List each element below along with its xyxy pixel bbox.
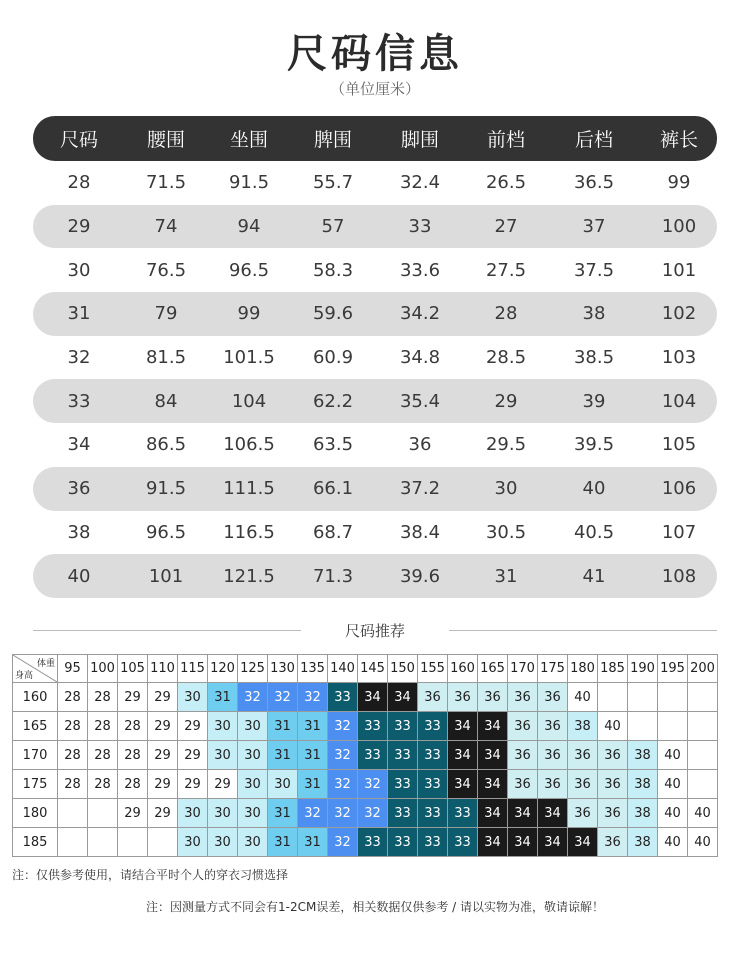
recommended-size-cell: 38 — [628, 799, 658, 828]
cell-waist: 91.5 — [145, 478, 187, 500]
cell-length: 103 — [661, 347, 697, 369]
recommended-size-cell: 36 — [568, 799, 598, 828]
size-table-row — [33, 248, 717, 292]
header-size: 尺码 — [59, 129, 98, 151]
recommended-size-cell: 36 — [418, 683, 448, 712]
recommended-size-cell: 28 — [88, 683, 118, 712]
cell-back-rise: 37.5 — [573, 259, 615, 281]
cell-leg-opening: 34.2 — [399, 303, 441, 325]
weight-header: 185 — [598, 655, 628, 683]
recommended-size-cell: 31 — [208, 683, 238, 712]
recommended-size-cell — [598, 683, 628, 712]
weight-header-row — [13, 655, 718, 683]
recommended-size-cell — [688, 741, 718, 770]
height-row — [13, 770, 718, 799]
cell-thigh: 66.1 — [312, 478, 354, 500]
size-table-header — [33, 116, 717, 161]
cell-front-rise: 30 — [494, 478, 518, 500]
recommended-size-cell: 32 — [328, 712, 358, 741]
cell-front-rise: 27.5 — [485, 259, 527, 281]
recommended-size-cell: 30 — [178, 799, 208, 828]
header-waist: 腰围 — [146, 129, 185, 151]
recommended-size-cell: 38 — [628, 828, 658, 857]
weight-header: 125 — [238, 655, 268, 683]
recommended-size-cell: 33 — [448, 828, 478, 857]
weight-header: 165 — [478, 655, 508, 683]
recommended-size-cell: 28 — [118, 712, 148, 741]
recommended-size-cell — [88, 799, 118, 828]
recommended-size-cell: 31 — [268, 828, 298, 857]
size-table-row — [33, 336, 717, 380]
height-row — [13, 683, 718, 712]
recommended-size-cell: 30 — [238, 741, 268, 770]
cell-back-rise: 39 — [582, 390, 606, 412]
recommended-size-cell: 34 — [538, 799, 568, 828]
cell-front-rise: 30.5 — [485, 521, 527, 543]
cell-back-rise: 37 — [582, 216, 606, 238]
size-table-row — [33, 379, 717, 423]
cell-hip: 104 — [231, 390, 267, 412]
cell-waist: 74 — [154, 216, 178, 238]
height-row — [13, 712, 718, 741]
recommended-size-cell: 40 — [688, 828, 718, 857]
recommended-size-cell: 36 — [598, 741, 628, 770]
cell-leg-opening: 36 — [408, 434, 432, 456]
weight-header: 110 — [148, 655, 178, 683]
recommended-size-cell: 32 — [358, 770, 388, 799]
recommended-size-cell: 28 — [88, 770, 118, 799]
cell-thigh: 60.9 — [312, 347, 354, 369]
recommended-size-cell — [148, 828, 178, 857]
cell-waist: 96.5 — [145, 521, 187, 543]
recommended-size-cell: 33 — [418, 828, 448, 857]
header-length: 裤长 — [659, 129, 698, 151]
corner-cell — [13, 655, 58, 683]
recommended-size-cell: 28 — [58, 770, 88, 799]
cell-size: 32 — [67, 347, 91, 369]
measurement-note: 注：因测量方式不同会有1-2CM误差，相关数据仅供参考 / 请以实物为准，敬请谅解！ — [145, 900, 604, 914]
cell-front-rise: 27 — [494, 216, 518, 238]
cell-waist: 84 — [154, 390, 178, 412]
recommended-size-cell: 30 — [178, 683, 208, 712]
recommended-size-cell: 28 — [58, 741, 88, 770]
cell-hip: 96.5 — [228, 259, 270, 281]
cell-front-rise: 28.5 — [485, 347, 527, 369]
recommended-size-cell: 38 — [628, 770, 658, 799]
weight-header: 160 — [448, 655, 478, 683]
recommended-size-cell: 33 — [358, 741, 388, 770]
recommended-size-cell: 29 — [148, 712, 178, 741]
recommended-size-cell: 29 — [148, 683, 178, 712]
recommended-size-cell: 34 — [478, 712, 508, 741]
weight-header: 145 — [358, 655, 388, 683]
size-recommendation-table — [12, 654, 718, 857]
cell-leg-opening: 33 — [408, 216, 432, 238]
weight-header: 195 — [658, 655, 688, 683]
recommended-size-cell: 36 — [478, 683, 508, 712]
size-table-row — [33, 511, 717, 555]
recommended-size-cell: 33 — [358, 712, 388, 741]
recommended-size-cell: 33 — [418, 799, 448, 828]
recommended-size-cell: 34 — [358, 683, 388, 712]
recommended-size-cell: 38 — [568, 712, 598, 741]
recommended-size-cell: 30 — [178, 828, 208, 857]
height-row — [13, 799, 718, 828]
size-table-row — [33, 423, 717, 467]
weight-header: 95 — [58, 655, 88, 683]
recommended-size-cell: 33 — [448, 799, 478, 828]
cell-waist: 81.5 — [145, 347, 187, 369]
recommended-size-cell: 33 — [388, 799, 418, 828]
recommended-size-cell: 33 — [358, 828, 388, 857]
recommended-size-cell: 36 — [448, 683, 478, 712]
height-label: 身高 — [15, 671, 34, 681]
recommended-size-cell — [118, 828, 148, 857]
header-back-rise: 后档 — [574, 129, 613, 151]
cell-hip: 116.5 — [223, 521, 275, 543]
weight-header: 155 — [418, 655, 448, 683]
recommended-size-cell: 28 — [88, 741, 118, 770]
height-cell: 165 — [13, 712, 58, 741]
recommended-size-cell: 32 — [238, 683, 268, 712]
recommended-size-cell: 34 — [448, 712, 478, 741]
recommended-size-cell: 29 — [178, 770, 208, 799]
recommended-size-cell: 33 — [388, 741, 418, 770]
cell-back-rise: 40.5 — [573, 521, 615, 543]
cell-length: 108 — [661, 565, 697, 587]
recommended-size-cell: 30 — [208, 828, 238, 857]
recommended-size-cell: 33 — [418, 741, 448, 770]
recommended-size-cell: 30 — [238, 828, 268, 857]
recommended-size-cell: 28 — [88, 712, 118, 741]
cell-hip: 91.5 — [228, 172, 270, 194]
recommended-size-cell: 32 — [358, 799, 388, 828]
cell-waist: 71.5 — [145, 172, 187, 194]
weight-header: 180 — [568, 655, 598, 683]
recommended-size-cell: 32 — [328, 741, 358, 770]
header-hip: 坐围 — [229, 129, 268, 151]
recommended-size-cell — [688, 712, 718, 741]
recommended-size-cell: 36 — [508, 683, 538, 712]
cell-waist: 76.5 — [145, 259, 187, 281]
cell-length: 104 — [661, 390, 697, 412]
recommended-size-cell: 33 — [388, 828, 418, 857]
recommended-size-cell: 33 — [388, 712, 418, 741]
recommended-size-cell: 29 — [118, 799, 148, 828]
recommended-size-cell: 34 — [448, 741, 478, 770]
weight-header: 115 — [178, 655, 208, 683]
cell-thigh: 62.2 — [312, 390, 354, 412]
recommended-size-cell: 36 — [538, 712, 568, 741]
recommended-size-cell: 32 — [328, 799, 358, 828]
recommended-size-cell: 29 — [178, 741, 208, 770]
cell-size: 36 — [67, 478, 91, 500]
cell-hip: 99 — [237, 303, 261, 325]
cell-waist: 79 — [154, 303, 178, 325]
cell-size: 34 — [67, 434, 91, 456]
divider-right — [449, 630, 717, 631]
recommended-size-cell: 34 — [448, 770, 478, 799]
cell-hip: 106.5 — [223, 434, 275, 456]
weight-header: 130 — [268, 655, 298, 683]
recommendation-header — [33, 618, 717, 644]
height-cell: 160 — [13, 683, 58, 712]
cell-hip: 94 — [237, 216, 261, 238]
recommended-size-cell: 36 — [508, 741, 538, 770]
recommended-size-cell: 32 — [328, 828, 358, 857]
size-table-row — [33, 292, 717, 336]
cell-back-rise: 36.5 — [573, 172, 615, 194]
recommended-size-cell: 30 — [208, 741, 238, 770]
recommended-size-cell: 36 — [538, 741, 568, 770]
cell-length: 101 — [661, 259, 697, 281]
cell-front-rise: 26.5 — [485, 172, 527, 194]
recommended-size-cell: 32 — [298, 799, 328, 828]
recommended-size-cell — [688, 683, 718, 712]
recommended-size-cell: 32 — [268, 683, 298, 712]
recommended-size-cell — [658, 712, 688, 741]
cell-hip: 101.5 — [223, 347, 275, 369]
recommended-size-cell: 33 — [328, 683, 358, 712]
recommended-size-cell: 31 — [268, 799, 298, 828]
recommended-size-cell: 33 — [418, 770, 448, 799]
recommended-size-cell: 36 — [508, 712, 538, 741]
recommended-size-cell: 30 — [238, 799, 268, 828]
recommended-size-cell: 36 — [508, 770, 538, 799]
recommended-size-cell: 29 — [208, 770, 238, 799]
height-row — [13, 828, 718, 857]
cell-length: 107 — [661, 521, 697, 543]
recommended-size-cell: 28 — [118, 741, 148, 770]
weight-header: 200 — [688, 655, 718, 683]
recommended-size-cell: 40 — [688, 799, 718, 828]
recommended-size-cell: 33 — [418, 712, 448, 741]
recommended-size-cell: 34 — [478, 741, 508, 770]
recommended-size-cell — [88, 828, 118, 857]
recommended-size-cell: 28 — [58, 712, 88, 741]
recommended-size-cell: 31 — [298, 828, 328, 857]
height-cell: 185 — [13, 828, 58, 857]
recommended-size-cell: 30 — [268, 770, 298, 799]
cell-size: 38 — [67, 521, 91, 543]
cell-leg-opening: 37.2 — [399, 478, 441, 500]
recommended-size-cell: 36 — [568, 770, 598, 799]
recommended-size-cell: 29 — [148, 770, 178, 799]
recommended-size-cell: 40 — [658, 799, 688, 828]
cell-thigh: 59.6 — [312, 303, 354, 325]
recommended-size-cell: 30 — [238, 712, 268, 741]
recommended-size-cell: 34 — [538, 828, 568, 857]
recommended-size-cell — [58, 799, 88, 828]
size-table-row — [33, 161, 717, 205]
cell-leg-opening: 33.6 — [399, 259, 441, 281]
recommended-size-cell: 34 — [478, 799, 508, 828]
recommended-size-cell: 31 — [298, 741, 328, 770]
recommended-size-cell: 34 — [478, 828, 508, 857]
cell-back-rise: 38.5 — [573, 347, 615, 369]
unit-subtitle: （单位厘米） — [329, 80, 420, 98]
cell-front-rise: 29.5 — [485, 434, 527, 456]
cell-thigh: 55.7 — [312, 172, 354, 194]
recommended-size-cell: 30 — [208, 799, 238, 828]
recommended-size-cell: 40 — [658, 770, 688, 799]
cell-back-rise: 39.5 — [573, 434, 615, 456]
recommended-size-cell: 33 — [388, 770, 418, 799]
weight-header: 100 — [88, 655, 118, 683]
height-cell: 180 — [13, 799, 58, 828]
recommended-size-cell: 28 — [58, 683, 88, 712]
cell-length: 99 — [667, 172, 691, 194]
recommended-size-cell: 36 — [538, 683, 568, 712]
weight-header: 120 — [208, 655, 238, 683]
cell-hip: 111.5 — [223, 478, 275, 500]
recommended-size-cell: 29 — [178, 712, 208, 741]
recommended-size-cell: 34 — [388, 683, 418, 712]
cell-leg-opening: 32.4 — [399, 172, 441, 194]
header-leg-opening: 脚围 — [400, 129, 439, 151]
cell-front-rise: 31 — [494, 565, 518, 587]
recommended-size-cell: 34 — [478, 770, 508, 799]
cell-waist: 86.5 — [145, 434, 187, 456]
cell-back-rise: 38 — [582, 303, 606, 325]
recommended-size-cell: 32 — [298, 683, 328, 712]
usage-note: 注：仅供参考使用，请结合平时个人的穿衣习惯选择 — [12, 868, 289, 882]
size-table-row — [33, 205, 717, 249]
size-table-row — [33, 467, 717, 511]
recommended-size-cell — [628, 712, 658, 741]
header-front-rise: 前档 — [486, 129, 525, 151]
header-thigh: 脾围 — [313, 129, 352, 151]
cell-thigh: 68.7 — [312, 521, 354, 543]
cell-back-rise: 41 — [582, 565, 606, 587]
cell-leg-opening: 34.8 — [399, 347, 441, 369]
recommended-size-cell: 34 — [568, 828, 598, 857]
recommended-size-cell: 40 — [598, 712, 628, 741]
recommended-size-cell: 32 — [328, 770, 358, 799]
cell-length: 105 — [661, 434, 697, 456]
recommended-size-cell: 40 — [658, 828, 688, 857]
cell-size: 30 — [67, 259, 91, 281]
recommended-size-cell: 36 — [598, 770, 628, 799]
cell-size: 33 — [67, 390, 91, 412]
recommended-size-cell: 29 — [148, 799, 178, 828]
recommended-size-cell: 29 — [148, 741, 178, 770]
cell-leg-opening: 39.6 — [399, 565, 441, 587]
height-cell: 175 — [13, 770, 58, 799]
recommended-size-cell — [58, 828, 88, 857]
recommended-size-cell: 36 — [598, 799, 628, 828]
weight-label: 体重 — [36, 659, 55, 669]
cell-waist: 101 — [148, 565, 184, 587]
recommended-size-cell: 31 — [298, 712, 328, 741]
size-info-table — [33, 116, 717, 598]
cell-thigh: 58.3 — [312, 259, 354, 281]
recommended-size-cell: 36 — [568, 741, 598, 770]
weight-header: 105 — [118, 655, 148, 683]
cell-length: 102 — [661, 303, 697, 325]
cell-front-rise: 28 — [494, 303, 518, 325]
weight-header: 140 — [328, 655, 358, 683]
cell-size: 28 — [67, 172, 91, 194]
recommended-size-cell: 28 — [118, 770, 148, 799]
weight-header: 170 — [508, 655, 538, 683]
cell-thigh: 63.5 — [312, 434, 354, 456]
cell-thigh: 57 — [321, 216, 345, 238]
size-table-row — [33, 554, 717, 598]
cell-size: 29 — [67, 216, 91, 238]
recommended-size-cell: 38 — [628, 741, 658, 770]
recommended-size-cell — [658, 683, 688, 712]
recommended-size-cell: 34 — [508, 799, 538, 828]
height-cell: 170 — [13, 741, 58, 770]
cell-length: 106 — [661, 478, 697, 500]
recommended-size-cell — [628, 683, 658, 712]
recommended-size-cell: 34 — [508, 828, 538, 857]
height-row — [13, 741, 718, 770]
recommendation-title: 尺码推荐 — [344, 622, 405, 640]
weight-header: 175 — [538, 655, 568, 683]
cell-back-rise: 40 — [582, 478, 606, 500]
recommended-size-cell: 36 — [598, 828, 628, 857]
recommended-size-cell: 30 — [238, 770, 268, 799]
cell-size: 40 — [67, 565, 91, 587]
recommended-size-cell: 31 — [268, 712, 298, 741]
recommended-size-cell: 40 — [658, 741, 688, 770]
recommended-size-cell: 36 — [538, 770, 568, 799]
recommended-size-cell: 31 — [268, 741, 298, 770]
cell-size: 31 — [67, 303, 91, 325]
cell-leg-opening: 38.4 — [399, 521, 441, 543]
cell-hip: 121.5 — [223, 565, 275, 587]
weight-header: 190 — [628, 655, 658, 683]
recommended-size-cell: 29 — [118, 683, 148, 712]
cell-leg-opening: 35.4 — [399, 390, 441, 412]
recommended-size-cell — [688, 770, 718, 799]
cell-front-rise: 29 — [494, 390, 518, 412]
weight-header: 150 — [388, 655, 418, 683]
recommended-size-cell: 31 — [298, 770, 328, 799]
recommended-size-cell: 40 — [568, 683, 598, 712]
weight-header: 135 — [298, 655, 328, 683]
cell-thigh: 71.3 — [312, 565, 354, 587]
page-title: 尺码信息 — [287, 31, 463, 77]
cell-length: 100 — [661, 216, 697, 238]
recommended-size-cell: 30 — [208, 712, 238, 741]
